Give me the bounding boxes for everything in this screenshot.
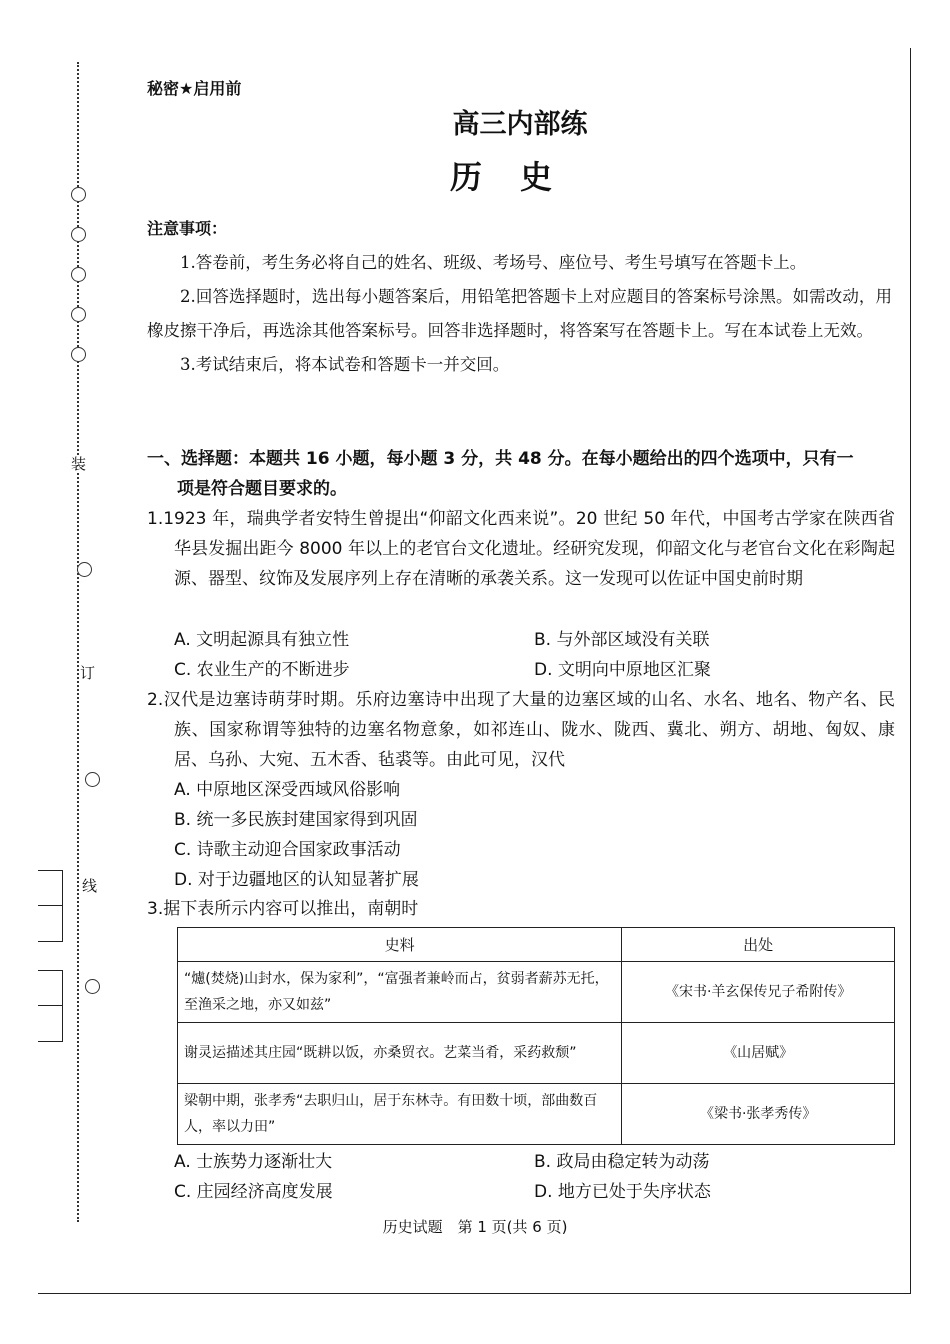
question-1 [147,504,895,594]
binding-hole [71,227,86,242]
question-2 [147,685,895,775]
notice-list [147,246,892,382]
option-a: A. 文明起源具有独立性 [174,630,350,650]
binding-char-zhuang: 装 [71,455,87,473]
page-border-right [910,48,911,1294]
option-a: A. 士族势力逐渐壮大 [174,1152,333,1172]
section-heading-line: 一、选择题：本题共 16 小题，每小题 3 分，共 48 分。在每小题给出的四个选项中，只有一 [147,449,854,469]
info-box-stub [38,970,63,1042]
option-d: D. 文明向中原地区汇聚 [534,660,711,680]
question-2-options [174,775,894,895]
binding-hole [71,307,86,322]
notice-item: 2.回答选择题时，选出每小题答案后，用铅笔把答题卡上对应题目的答案标号涂黑。如需改动，用橡皮擦干净后，再选涂其他答案标号。回答非选择题时，将答案写在答题卡上。写在本试卷上无效。 [147,287,892,340]
table-cell: 梁朝中期，张孝秀“去职归山，居于东林寺。有田数十顷，部曲数百人，率以力田” [178,1084,622,1145]
page-footer: 历史试题 第 1 页(共 6 页) [382,1218,568,1236]
table-header-row [178,928,895,962]
option-c: C. 农业生产的不断进步 [174,660,350,680]
binding-char-xian: 线 [82,877,98,895]
info-box-divider [38,1005,62,1006]
question-3 [147,894,895,924]
section-heading [147,444,897,504]
binding-hole [71,267,86,282]
binding-hole [85,979,100,994]
binding-hole [77,562,92,577]
page-border-bottom [38,1293,910,1294]
notice-item: 1.答卷前，考生务必将自己的姓名、班级、考场号、座位号、考生号填写在答题卡上。 [180,253,807,272]
option-b: B. 政局由稳定转为动荡 [534,1152,710,1172]
table-row [178,962,895,1023]
binding-char-ding: 订 [80,664,96,682]
notice-heading: 注意事项： [147,219,228,238]
table-cell: “爈(焚烧)山封水，保为家利”，“富强者兼岭而占，贫弱者薪苏无托，至渔采之地，亦又如兹” [178,962,622,1023]
table-cell: 《宋书·羊玄保传兄子希附传》 [622,962,895,1023]
table-row [178,1023,895,1084]
table-cell: 谢灵运描述其庄园“既耕以饭，亦桑贸衣。艺菜当肴，采药救颓” [178,1023,622,1084]
info-box-divider [38,905,62,906]
notice-item: 3.考试结束后，将本试卷和答题卡一并交回。 [180,355,510,374]
option-b: B. 统一多民族封建国家得到巩固 [174,810,418,830]
info-box-stub [38,870,63,942]
question-stem: 1.1923 年，瑞典学者安特生曾提出“仰韶文化西来说”。20 世纪 50 年代，中国考古学家在陕西省华县发掘出距今 8000 年以上的老官台文化遗址。经研究发现，仰韶文化与老官台文化在彩陶起源、器型、纹饰及发展序列上存在清晰的承袭关系。这一发现可以佐证中国史前时期 [147,509,895,589]
question-1-options [174,625,894,685]
question-stem: 3.据下表所示内容可以推出，南朝时 [147,899,419,919]
exam-title: 高三内部练 [452,109,588,140]
subject-title: 历史 [449,158,590,196]
binding-hole [85,772,100,787]
source-table [177,927,895,1145]
binding-hole [71,347,86,362]
table-cell: 《梁书·张孝秀传》 [622,1084,895,1145]
column-header: 史料 [178,928,622,962]
option-b: B. 与外部区域没有关联 [534,630,710,650]
option-a: A. 中原地区深受西域风俗影响 [174,780,401,800]
section-heading-line: 项是符合题目要求的。 [177,479,347,499]
question-stem: 2.汉代是边塞诗萌芽时期。乐府边塞诗中出现了大量的边塞区域的山名、水名、地名、物产名、民族、国家称谓等独特的边塞名物意象，如祁连山、陇水、陇西、冀北、朔方、胡地、匈奴、康居、乌孙、大宛、五木香、毡裘等。由此可见，汉代 [147,690,895,770]
option-c: C. 诗歌主动迎合国家政事活动 [174,840,401,860]
option-d: D. 对于边疆地区的认知显著扩展 [174,870,419,890]
confidential-label: 秘密★启用前 [147,79,242,98]
question-3-options [174,1147,894,1207]
table-cell: 《山居赋》 [622,1023,895,1084]
table-row [178,1084,895,1145]
column-header: 出处 [622,928,895,962]
option-c: C. 庄园经济高度发展 [174,1182,333,1202]
option-d: D. 地方已处于失序状态 [534,1182,711,1202]
